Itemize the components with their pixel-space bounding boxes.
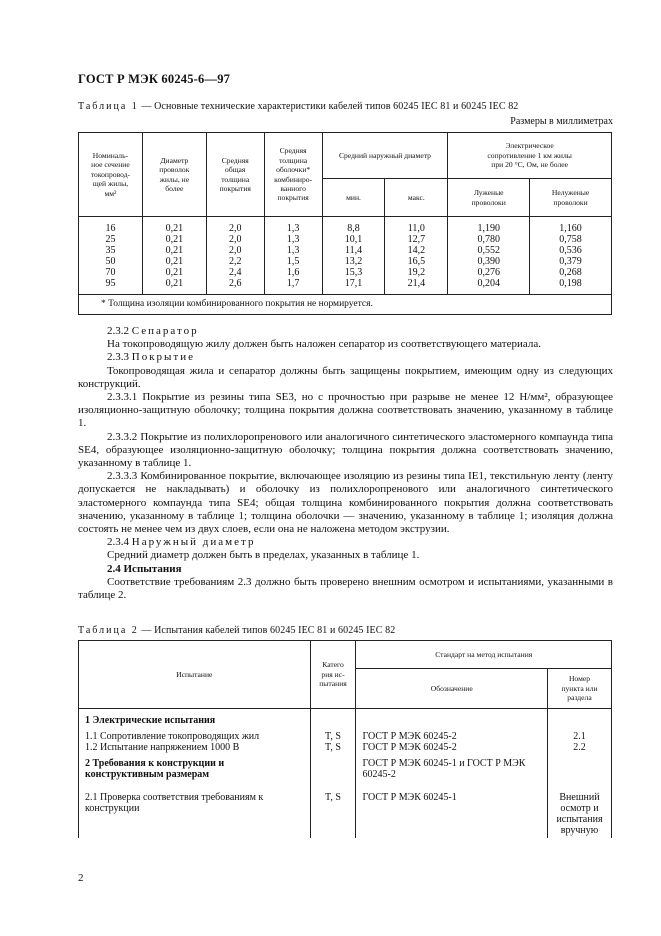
t2-row-1-1-standard: ГОСТ Р МЭК 60245-2 bbox=[356, 731, 548, 742]
t1-header-avg-thickness: Средняя общая толщина покрытия bbox=[206, 133, 264, 217]
t2-header-category: Катего рия ис- пытания bbox=[310, 641, 356, 709]
t1-header-resistance: Электрическое сопротивление 1 км жилы при 20 °С, Ом, не более bbox=[448, 133, 612, 179]
section-2-3-3-heading: 2.3.3 Покрытие bbox=[107, 351, 196, 364]
t1-header-tinned: Луженые проволоки bbox=[448, 179, 530, 217]
section-2-3-3-1: 2.3.3.1 Покрытие из резины типа SE3, но с прочностью при разрыве не менее 12 Н/мм², образующее изоляционно-защитную оболочку; толщина покрытия должна соответствовать значению, указанному в таблице 1. bbox=[78, 391, 613, 430]
page-number: 2 bbox=[78, 872, 84, 884]
t1-col-section: 16 25 35 50 70 95 bbox=[79, 217, 143, 295]
t2-row-1-2-category: T, S bbox=[310, 742, 356, 758]
t2-section-construction-standard: ГОСТ Р МЭК 60245-1 и ГОСТ Р МЭК 60245-2 bbox=[356, 758, 548, 786]
t1-col-wire-diameter: 0,21 0,21 0,21 0,21 0,21 0,21 bbox=[142, 217, 206, 295]
t1-col-sheath-thickness: 1,3 1,3 1,3 1,5 1,6 1,7 bbox=[264, 217, 322, 295]
t2-header-designation: Обозначение bbox=[356, 669, 548, 709]
section-2-3-3-text: Токопроводящая жила и сепаратор должны быть защищены покрытием, имеющим одну из следующих конструкций. bbox=[78, 364, 613, 390]
t2-section-construction: 2 Требования к конструкции и конструктивным размерам bbox=[79, 758, 311, 786]
t1-header-max: макс. bbox=[385, 179, 448, 217]
t2-row-2-1-category: T, S bbox=[310, 786, 356, 838]
t1-col-avg-thickness: 2,0 2,0 2,0 2,2 2,4 2,6 bbox=[206, 217, 264, 295]
t1-col-tinned: 1,190 0,780 0,552 0,390 0,276 0,204 bbox=[448, 217, 530, 295]
section-2-3-3-2: 2.3.3.2 Покрытие из полихлоропренового или аналогичного синтетического эластомерного компаунда типа SE4, образующее изоляционно-защитную оболочку; толщина покрытия должна соответствовать значению, указанному в таблице 1. bbox=[78, 430, 613, 470]
table1-caption-text: — Основные технические характеристики кабелей типов 60245 IEC 81 и 60245 IEC 82 bbox=[138, 101, 519, 112]
t2-row-2-1-test: 2.1 Проверка соответствия требованиям к конструкции bbox=[79, 786, 311, 838]
document-header: ГОСТ Р МЭК 60245-6—97 bbox=[78, 72, 231, 86]
body-text bbox=[78, 325, 613, 602]
t2-header-standard: Стандарт на метод испытания bbox=[356, 641, 612, 669]
t2-section-electrical: 1 Электрические испытания bbox=[79, 709, 311, 731]
section-2-4-text: Соответствие требованиям 2.3 должно быть проверено внешним осмотром и испытаниями, указанными в таблице 2. bbox=[78, 575, 613, 602]
t1-header-section: Номиналь- ное сечение токопровод- щей жилы, мм² bbox=[79, 133, 143, 217]
table2-caption-label: Таблица 2 bbox=[78, 625, 139, 636]
table1 bbox=[78, 132, 612, 315]
table1-footnote: * Толщина изоляции комбинированного покрытия не нормируется. bbox=[79, 295, 612, 315]
table2-caption bbox=[78, 625, 395, 636]
t2-row-1-1-clause: 2.1 bbox=[548, 731, 612, 742]
t2-header-clause: Номер пункта или раздела bbox=[548, 669, 612, 709]
t1-col-max: 11,0 12,7 14,2 16,5 19,2 21,4 bbox=[385, 217, 448, 295]
t2-row-1-2-clause: 2.2 bbox=[548, 742, 612, 758]
table2 bbox=[78, 640, 612, 838]
t1-col-min: 8,8 10,1 11,4 13,2 15,3 17,1 bbox=[322, 217, 385, 295]
t1-header-untinned: Нелуженые проволоки bbox=[530, 179, 612, 217]
section-2-3-2-text: На токопроводящую жилу должен быть наложен сепаратор из соответствующего материала. bbox=[107, 338, 541, 351]
t1-header-min: мин. bbox=[322, 179, 385, 217]
t1-col-untinned: 1,160 0,758 0,536 0,379 0,268 0,198 bbox=[530, 217, 612, 295]
section-2-3-2-heading: 2.3.2 Сепаратор bbox=[107, 325, 199, 337]
table1-caption bbox=[78, 101, 518, 112]
table1-caption-label: Таблица 1 bbox=[78, 101, 139, 112]
t2-row-2-1-clause: Внешний осмотр и испытания вручную bbox=[548, 786, 612, 838]
t2-row-1-2-standard: ГОСТ Р МЭК 60245-2 bbox=[356, 742, 548, 758]
section-2-3-4-text: Средний диаметр должен быть в пределах, указанных в таблице 1. bbox=[107, 549, 420, 562]
table2-caption-text: — Испытания кабелей типов 60245 IEC 81 и 60245 IEC 82 bbox=[138, 625, 396, 636]
section-2-3-4-heading: 2.3.4 Наружный диаметр bbox=[107, 536, 256, 549]
section-2-4-heading: 2.4 Испытания bbox=[107, 562, 182, 575]
t1-header-sheath-thickness: Средняя толщина оболочки* комбиниро- ванного покрытия bbox=[264, 133, 322, 217]
t1-header-wire-diameter: Диаметр проволок жилы, не более bbox=[142, 133, 206, 217]
t2-row-1-2-test: 1.2 Испытание напряжением 1000 В bbox=[79, 742, 311, 758]
section-2-3-3-3: 2.3.3.3 Комбинированное покрытие, включающее изоляцию из резины типа IE1, текстильную ленту (ленту допускается не накладывать) и оболочку из полихлоропренового или аналогичного синтетического эластомерного компаунда типа SE4; общая толщина комбинированного покрытия должна соответствовать значению, указанному в таблице 1; толщина оболочки — значению, указанному в таблице 1; изоляция должна состоять не менее чем из двух слоев, если она не наложена методом экструзии. bbox=[78, 470, 613, 536]
t1-header-outer-diameter: Средний наружный диаметр bbox=[322, 133, 448, 179]
table1-units: Размеры в миллиметрах bbox=[510, 116, 613, 127]
t2-row-1-1-test: 1.1 Сопротивление токопроводящих жил bbox=[79, 731, 311, 742]
t2-header-test: Испытание bbox=[79, 641, 311, 709]
t2-row-1-1-category: T, S bbox=[310, 731, 356, 742]
t2-row-2-1-standard: ГОСТ Р МЭК 60245-1 bbox=[356, 786, 548, 838]
